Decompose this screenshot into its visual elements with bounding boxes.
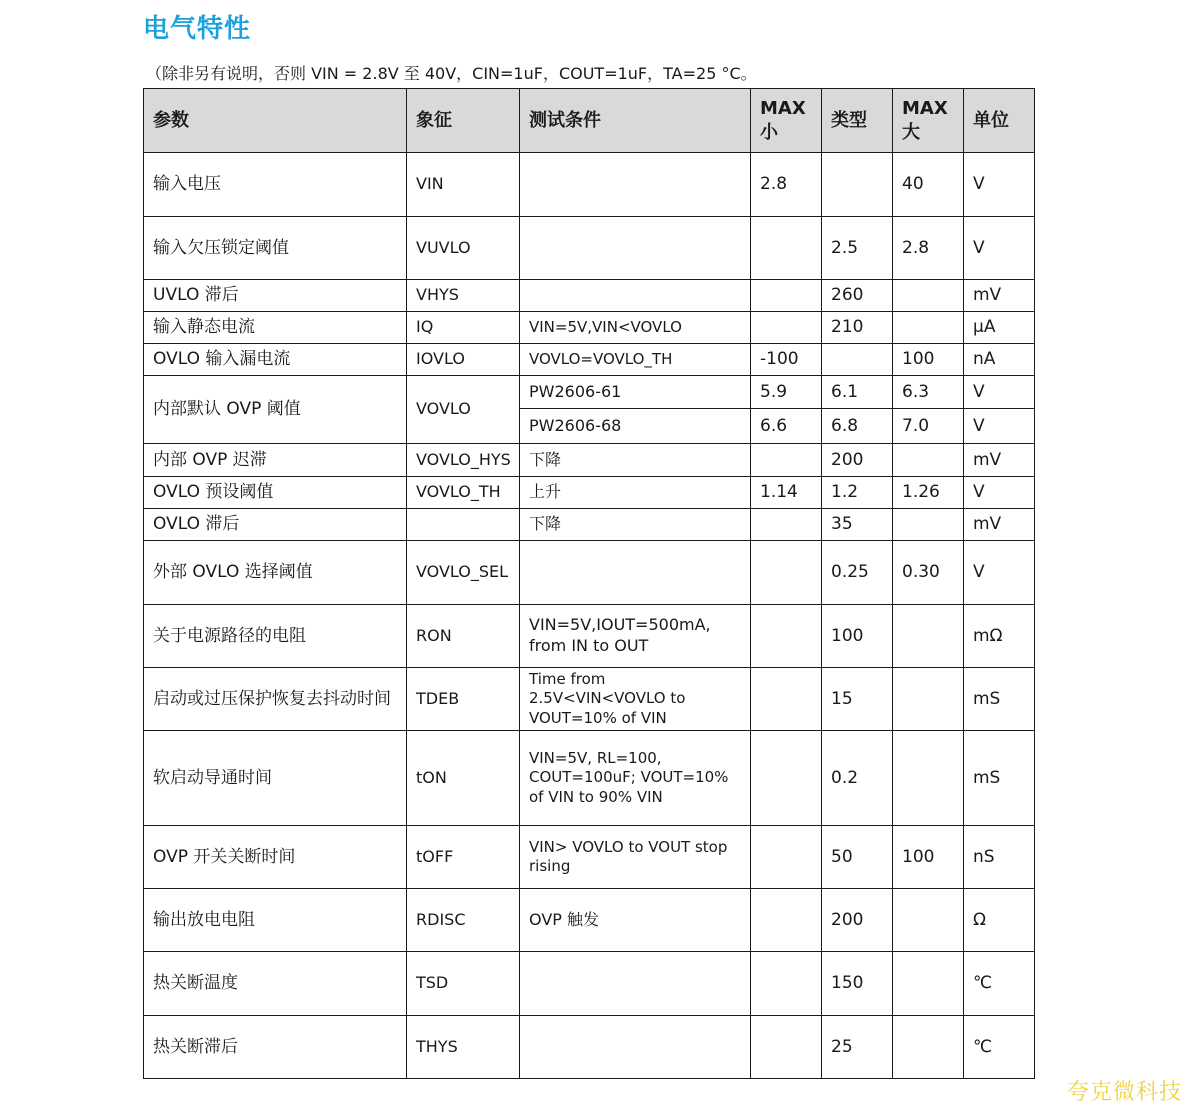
cell-typ: 0.2 (822, 731, 893, 826)
cell-cond: 下降 (520, 444, 751, 477)
cell-typ: 6.8 (822, 409, 893, 444)
cell-typ: 25 (822, 1016, 893, 1079)
cell-min: 1.14 (751, 477, 822, 509)
cell-param: 外部 OVLO 选择阈值 (144, 541, 407, 605)
cell-cond (520, 280, 751, 312)
header-row (144, 89, 1035, 153)
table-row (144, 668, 1035, 731)
cell-unit: nA (964, 344, 1035, 376)
cell-cond (520, 153, 751, 217)
section-title: 电气特性 (143, 14, 252, 44)
cell-cond: Time from 2.5V<VIN<VOVLO to VOUT=10% of VIN (520, 668, 751, 731)
cell-param: OVP 开关关断时间 (144, 826, 407, 889)
table-row (144, 312, 1035, 344)
watermark-text: 夸克微科技 (1066, 1080, 1182, 1105)
cell-param: 热关断温度 (144, 952, 407, 1016)
cell-min (751, 889, 822, 952)
cell-symbol: TSD (407, 952, 520, 1016)
cell-max: 0.30 (893, 541, 964, 605)
cell-max (893, 731, 964, 826)
cell-param: OVLO 输入漏电流 (144, 344, 407, 376)
cell-min (751, 312, 822, 344)
table-row (144, 376, 1035, 409)
cell-unit: µA (964, 312, 1035, 344)
cell-min (751, 509, 822, 541)
cell-unit: Ω (964, 889, 1035, 952)
table-row (144, 605, 1035, 668)
table-row (144, 477, 1035, 509)
table-row (144, 280, 1035, 312)
cell-max: 40 (893, 153, 964, 217)
cell-symbol: RDISC (407, 889, 520, 952)
cell-cond (520, 952, 751, 1016)
cell-unit: mΩ (964, 605, 1035, 668)
cell-param: 软启动导通时间 (144, 731, 407, 826)
table-row (144, 826, 1035, 889)
cell-symbol: VOVLO_TH (407, 477, 520, 509)
cell-typ: 6.1 (822, 376, 893, 409)
cell-param: 输入欠压锁定阈值 (144, 217, 407, 280)
cell-param: 输出放电电阻 (144, 889, 407, 952)
cell-cond: VIN=5V,VIN<VOVLO (520, 312, 751, 344)
cell-cond: VIN=5V,IOUT=500mA, from IN to OUT (520, 605, 751, 668)
table-row (144, 541, 1035, 605)
cell-min (751, 605, 822, 668)
cell-max: 2.8 (893, 217, 964, 280)
cell-symbol (407, 509, 520, 541)
header-typ: 类型 (822, 89, 893, 153)
cell-unit: V (964, 217, 1035, 280)
cell-min: 6.6 (751, 409, 822, 444)
header-cond: 测试条件 (520, 89, 751, 153)
cell-max (893, 668, 964, 731)
cell-symbol: IOVLO (407, 344, 520, 376)
cell-param: 输入电压 (144, 153, 407, 217)
cell-symbol: VOVLO (407, 376, 520, 444)
cell-min (751, 668, 822, 731)
cell-cond: VIN=5V, RL=100, COUT=100uF; VOUT=10% of VIN to 90% VIN (520, 731, 751, 826)
cell-max (893, 1016, 964, 1079)
header-symbol: 象征 (407, 89, 520, 153)
cell-max: 100 (893, 344, 964, 376)
table-row (144, 217, 1035, 280)
cell-cond (520, 1016, 751, 1079)
cell-typ (822, 344, 893, 376)
cell-min (751, 541, 822, 605)
conditions-note: （除非另有说明，否则 VIN = 2.8V 至 40V，CIN=1uF，COUT=1uF，TA=25 °C。 (146, 64, 757, 83)
table-row (144, 1016, 1035, 1079)
cell-max (893, 312, 964, 344)
cell-typ: 1.2 (822, 477, 893, 509)
cell-cond: VOVLO=VOVLO_TH (520, 344, 751, 376)
cell-max: 7.0 (893, 409, 964, 444)
table-row (144, 509, 1035, 541)
table-row (144, 344, 1035, 376)
cell-symbol: IQ (407, 312, 520, 344)
cell-max: 6.3 (893, 376, 964, 409)
header-unit: 单位 (964, 89, 1035, 153)
cell-typ (822, 153, 893, 217)
cell-param: 启动或过压保护恢复去抖动时间 (144, 668, 407, 731)
cell-unit: ℃ (964, 952, 1035, 1016)
cell-unit: V (964, 153, 1035, 217)
cell-unit: ℃ (964, 1016, 1035, 1079)
cell-param: OVLO 预设阈值 (144, 477, 407, 509)
cell-unit: V (964, 409, 1035, 444)
cell-param: 输入静态电流 (144, 312, 407, 344)
cell-max: 100 (893, 826, 964, 889)
cell-cond: PW2606-68 (520, 409, 751, 444)
cell-param: UVLO 滞后 (144, 280, 407, 312)
cell-unit: V (964, 541, 1035, 605)
cell-typ: 150 (822, 952, 893, 1016)
cell-symbol: VIN (407, 153, 520, 217)
table-row (144, 889, 1035, 952)
electrical-characteristics-table (143, 88, 1035, 1079)
header-max: MAX大 (893, 89, 964, 153)
cell-typ: 210 (822, 312, 893, 344)
cell-cond (520, 541, 751, 605)
cell-cond: VIN> VOVLO to VOUT stop rising (520, 826, 751, 889)
cell-max (893, 952, 964, 1016)
cell-typ: 0.25 (822, 541, 893, 605)
cell-param: OVLO 滞后 (144, 509, 407, 541)
cell-typ: 50 (822, 826, 893, 889)
cell-min (751, 280, 822, 312)
cell-max (893, 509, 964, 541)
cell-min: 5.9 (751, 376, 822, 409)
cell-min (751, 826, 822, 889)
cell-min: -100 (751, 344, 822, 376)
cell-min (751, 952, 822, 1016)
cell-symbol: VOVLO_HYS (407, 444, 520, 477)
cell-unit: mS (964, 668, 1035, 731)
cell-symbol: tOFF (407, 826, 520, 889)
cell-cond: 下降 (520, 509, 751, 541)
cell-param: 内部默认 OVP 阈值 (144, 376, 407, 444)
cell-typ: 15 (822, 668, 893, 731)
cell-typ: 260 (822, 280, 893, 312)
cell-unit: mV (964, 509, 1035, 541)
cell-cond: PW2606-61 (520, 376, 751, 409)
cell-symbol: VOVLO_SEL (407, 541, 520, 605)
cell-symbol: VUVLO (407, 217, 520, 280)
cell-unit: mS (964, 731, 1035, 826)
header-param: 参数 (144, 89, 407, 153)
cell-min (751, 444, 822, 477)
cell-cond: OVP 触发 (520, 889, 751, 952)
cell-max (893, 889, 964, 952)
cell-cond (520, 217, 751, 280)
cell-unit: V (964, 477, 1035, 509)
cell-param: 热关断滞后 (144, 1016, 407, 1079)
cell-max (893, 605, 964, 668)
cell-symbol: THYS (407, 1016, 520, 1079)
cell-cond: 上升 (520, 477, 751, 509)
cell-max (893, 280, 964, 312)
cell-max: 1.26 (893, 477, 964, 509)
cell-unit: mV (964, 444, 1035, 477)
cell-unit: V (964, 376, 1035, 409)
cell-typ: 2.5 (822, 217, 893, 280)
cell-param: 关于电源路径的电阻 (144, 605, 407, 668)
cell-symbol: RON (407, 605, 520, 668)
cell-unit: mV (964, 280, 1035, 312)
cell-min (751, 1016, 822, 1079)
header-min: MAX小 (751, 89, 822, 153)
cell-min (751, 731, 822, 826)
table-row (144, 731, 1035, 826)
cell-typ: 100 (822, 605, 893, 668)
cell-min (751, 217, 822, 280)
cell-symbol: tON (407, 731, 520, 826)
table-row (144, 153, 1035, 217)
cell-max (893, 444, 964, 477)
cell-symbol: VHYS (407, 280, 520, 312)
cell-typ: 200 (822, 889, 893, 952)
cell-typ: 35 (822, 509, 893, 541)
table-row (144, 952, 1035, 1016)
table-row (144, 444, 1035, 477)
cell-param: 内部 OVP 迟滞 (144, 444, 407, 477)
cell-min: 2.8 (751, 153, 822, 217)
cell-unit: nS (964, 826, 1035, 889)
cell-typ: 200 (822, 444, 893, 477)
cell-symbol: TDEB (407, 668, 520, 731)
